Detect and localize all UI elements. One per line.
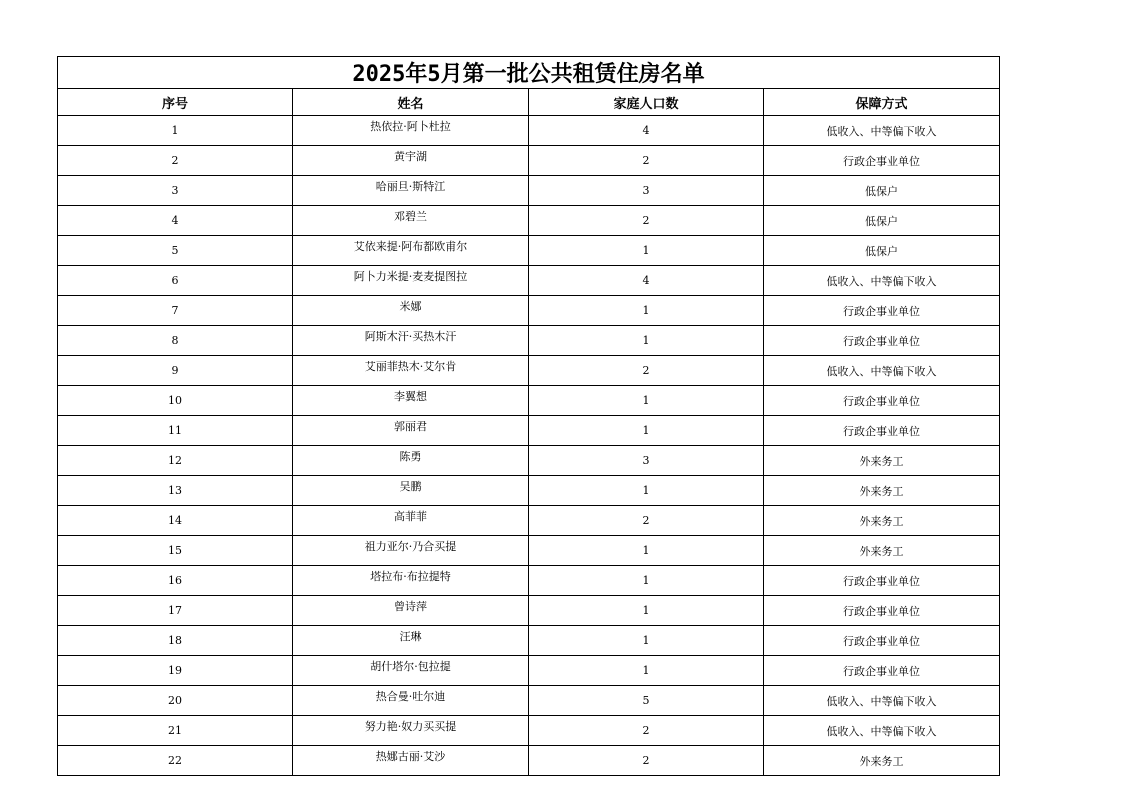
table-row — [58, 116, 1000, 146]
table-row — [58, 596, 1000, 626]
row-number-cell: 2 — [58, 146, 293, 176]
row-number-cell: 10 — [58, 386, 293, 416]
support-type-cell: 行政企事业单位 — [764, 566, 1000, 596]
name-cell: 祖力亚尔·乃合买提 — [293, 536, 529, 566]
table-row — [58, 356, 1000, 386]
support-type-cell: 低收入、中等偏下收入 — [764, 716, 1000, 746]
name-cell: 黄宇湖 — [293, 146, 529, 176]
support-type-cell: 低收入、中等偏下收入 — [764, 356, 1000, 386]
row-number-cell: 22 — [58, 746, 293, 776]
household-size-cell: 1 — [529, 386, 764, 416]
name-cell: 曾诗萍 — [293, 596, 529, 626]
table-row — [58, 476, 1000, 506]
row-number-cell: 6 — [58, 266, 293, 296]
name-cell: 艾丽菲热木·艾尔肯 — [293, 356, 529, 386]
table-row — [58, 146, 1000, 176]
row-number-cell: 21 — [58, 716, 293, 746]
household-size-cell: 1 — [529, 236, 764, 266]
household-size-cell: 3 — [529, 176, 764, 206]
table-row — [58, 716, 1000, 746]
row-number-cell: 17 — [58, 596, 293, 626]
table-row — [58, 746, 1000, 776]
table-row — [58, 416, 1000, 446]
housing-list-table — [57, 56, 1000, 776]
row-number-cell: 11 — [58, 416, 293, 446]
household-size-cell: 1 — [529, 296, 764, 326]
household-size-cell: 1 — [529, 416, 764, 446]
name-cell: 艾依来提·阿布都欧甫尔 — [293, 236, 529, 266]
support-type-cell: 行政企事业单位 — [764, 386, 1000, 416]
household-size-cell: 1 — [529, 596, 764, 626]
household-size-cell: 2 — [529, 146, 764, 176]
household-size-cell: 5 — [529, 686, 764, 716]
support-type-cell: 低收入、中等偏下收入 — [764, 266, 1000, 296]
household-size-cell: 2 — [529, 506, 764, 536]
row-number-cell: 4 — [58, 206, 293, 236]
name-cell: 塔拉布·布拉提特 — [293, 566, 529, 596]
table-row — [58, 296, 1000, 326]
table-row — [58, 536, 1000, 566]
household-size-cell: 1 — [529, 536, 764, 566]
row-number-cell: 1 — [58, 116, 293, 146]
household-size-cell: 1 — [529, 626, 764, 656]
row-number-cell: 16 — [58, 566, 293, 596]
support-type-cell: 行政企事业单位 — [764, 146, 1000, 176]
household-size-cell: 1 — [529, 476, 764, 506]
household-size-cell: 2 — [529, 356, 764, 386]
table-row — [58, 266, 1000, 296]
table-row — [58, 236, 1000, 266]
row-number-cell: 8 — [58, 326, 293, 356]
sheet-title: 2025年5月第一批公共租赁住房名单 — [58, 57, 1000, 89]
support-type-cell: 低保户 — [764, 176, 1000, 206]
household-size-cell: 2 — [529, 206, 764, 236]
table-row — [58, 386, 1000, 416]
support-type-cell: 行政企事业单位 — [764, 296, 1000, 326]
household-size-cell: 1 — [529, 566, 764, 596]
support-type-cell: 外来务工 — [764, 446, 1000, 476]
name-cell: 李翼想 — [293, 386, 529, 416]
household-size-cell: 3 — [529, 446, 764, 476]
support-type-cell: 行政企事业单位 — [764, 596, 1000, 626]
support-type-cell: 低收入、中等偏下收入 — [764, 116, 1000, 146]
support-type-cell: 外来务工 — [764, 506, 1000, 536]
support-type-cell: 外来务工 — [764, 746, 1000, 776]
name-cell: 吴鹏 — [293, 476, 529, 506]
row-number-cell: 14 — [58, 506, 293, 536]
row-number-cell: 3 — [58, 176, 293, 206]
name-cell: 汪琳 — [293, 626, 529, 656]
support-type-cell: 外来务工 — [764, 476, 1000, 506]
row-number-cell: 12 — [58, 446, 293, 476]
row-number-cell: 13 — [58, 476, 293, 506]
table-row — [58, 176, 1000, 206]
row-number-cell: 7 — [58, 296, 293, 326]
name-cell: 哈丽旦·斯特江 — [293, 176, 529, 206]
column-header-name: 姓名 — [293, 89, 529, 116]
name-cell: 努力艳·奴力买买提 — [293, 716, 529, 746]
table-row — [58, 656, 1000, 686]
household-size-cell: 2 — [529, 746, 764, 776]
support-type-cell: 外来务工 — [764, 536, 1000, 566]
name-cell: 阿卜力米提·麦麦提图拉 — [293, 266, 529, 296]
table-row — [58, 566, 1000, 596]
name-cell: 郭丽君 — [293, 416, 529, 446]
name-cell: 邓碧兰 — [293, 206, 529, 236]
support-type-cell: 行政企事业单位 — [764, 626, 1000, 656]
table-row — [58, 626, 1000, 656]
name-cell: 高菲菲 — [293, 506, 529, 536]
header-row — [58, 89, 1000, 116]
column-header-no: 序号 — [58, 89, 293, 116]
row-number-cell: 20 — [58, 686, 293, 716]
support-type-cell: 行政企事业单位 — [764, 656, 1000, 686]
table-row — [58, 686, 1000, 716]
support-type-cell: 低保户 — [764, 236, 1000, 266]
support-type-cell: 低收入、中等偏下收入 — [764, 686, 1000, 716]
name-cell: 陈勇 — [293, 446, 529, 476]
support-type-cell: 低保户 — [764, 206, 1000, 236]
column-header-support-type: 保障方式 — [764, 89, 1000, 116]
title-row — [58, 57, 1000, 89]
name-cell: 阿斯木汗·买热木汗 — [293, 326, 529, 356]
row-number-cell: 18 — [58, 626, 293, 656]
row-number-cell: 5 — [58, 236, 293, 266]
table-row — [58, 506, 1000, 536]
name-cell: 热依拉·阿卜杜拉 — [293, 116, 529, 146]
column-header-household-size: 家庭人口数 — [529, 89, 764, 116]
support-type-cell: 行政企事业单位 — [764, 416, 1000, 446]
name-cell: 米娜 — [293, 296, 529, 326]
table-row — [58, 326, 1000, 356]
name-cell: 热合曼·吐尔迪 — [293, 686, 529, 716]
row-number-cell: 9 — [58, 356, 293, 386]
household-size-cell: 1 — [529, 326, 764, 356]
household-size-cell: 4 — [529, 266, 764, 296]
row-number-cell: 15 — [58, 536, 293, 566]
household-size-cell: 1 — [529, 656, 764, 686]
table-row — [58, 446, 1000, 476]
support-type-cell: 行政企事业单位 — [764, 326, 1000, 356]
table-row — [58, 206, 1000, 236]
household-size-cell: 4 — [529, 116, 764, 146]
name-cell: 胡什塔尔·包拉提 — [293, 656, 529, 686]
row-number-cell: 19 — [58, 656, 293, 686]
name-cell: 热娜古丽·艾沙 — [293, 746, 529, 776]
household-size-cell: 2 — [529, 716, 764, 746]
